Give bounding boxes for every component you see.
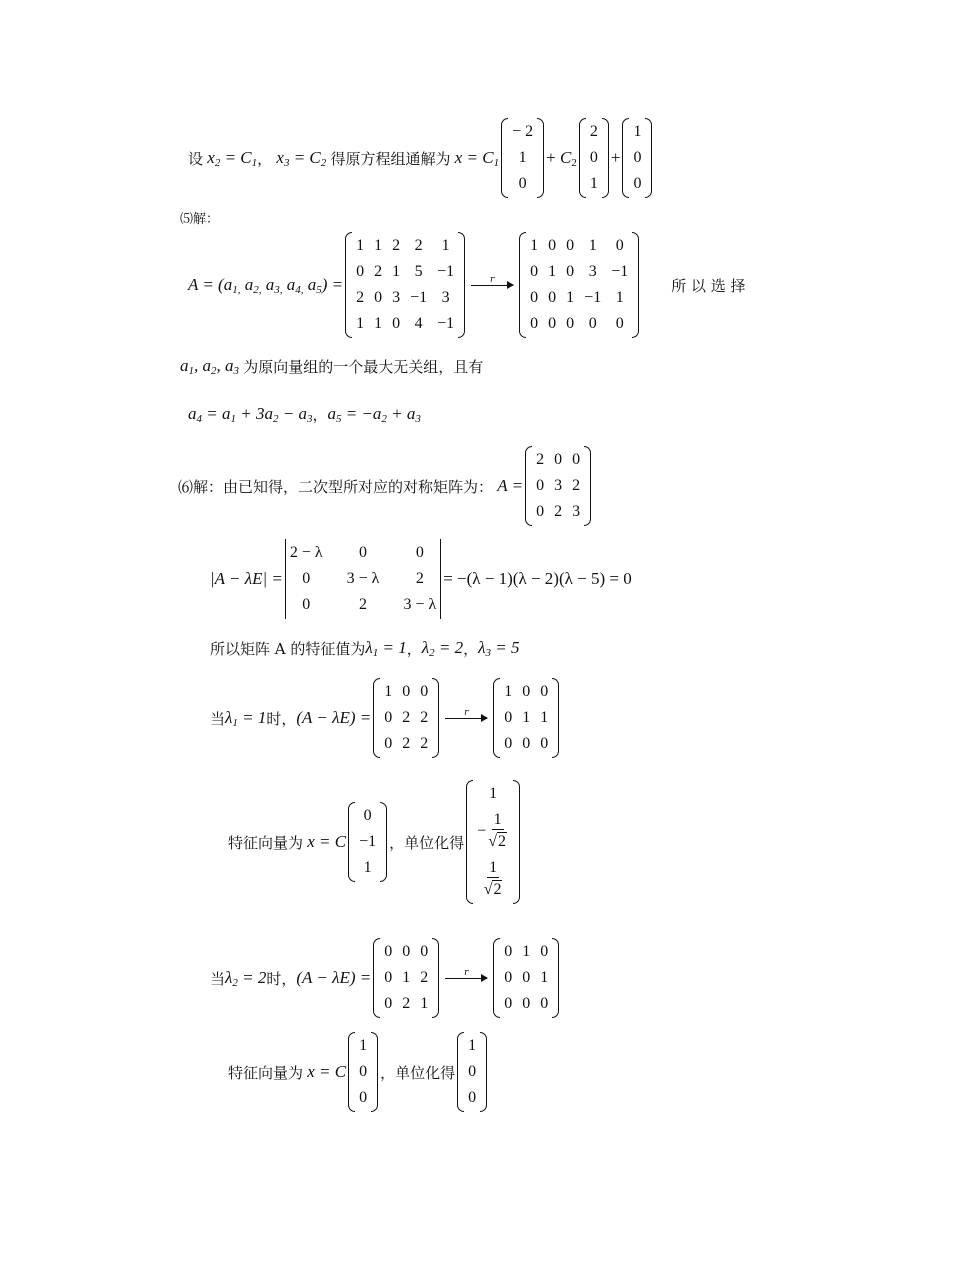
matrix-cell: 0	[530, 315, 539, 332]
matrix-cell: 2	[402, 709, 411, 726]
matrix-cell: 2	[572, 477, 581, 494]
matrix-cell: 0	[589, 149, 598, 166]
row-reduce-arrow-1: r	[445, 708, 487, 729]
matrix-cell: 2	[420, 709, 429, 726]
matrix-cell: 1	[530, 237, 539, 254]
matrix-A	[345, 232, 465, 338]
matrix-cell: 0	[588, 315, 597, 332]
matrix-cell: 0	[468, 1063, 477, 1080]
matrix-cell: 0	[540, 943, 549, 960]
problem-6-label: ⑹解：由已知得，二次型所对应的对称矩阵为：	[178, 477, 494, 496]
comma: ，	[257, 149, 273, 168]
matrix-cell: 2	[356, 289, 365, 306]
matrix-cell: 0	[536, 477, 545, 494]
matrix-cell: 0	[548, 237, 557, 254]
matrix-cell: 1	[615, 289, 624, 306]
matrix-cell: 0	[522, 995, 531, 1012]
characteristic-determinant: |A − λE| = 2 − λ 0 0 0 3 − λ 2 0 2 3 − λ = −(λ − 1)(λ − 2)(λ − 5) = 0	[210, 539, 632, 619]
matrix-cell: 0	[384, 943, 393, 960]
eigenvector-2	[348, 1032, 378, 1112]
unit-eigenvector-2	[457, 1032, 487, 1112]
matrix-cell: 0	[633, 175, 642, 192]
matrix-cell: 1	[374, 237, 383, 254]
matrix-cell: 0	[522, 735, 531, 752]
independent-text: 为原向量组的一个最大无关组，且有	[243, 358, 484, 376]
eq-x: $x = C_1$	[450, 147, 500, 169]
eq-A: $A = (a_{1,}$ $a_{2,}$ $a_{3,}$ $a_{4,}$ $a_5$) =	[188, 274, 344, 296]
matrix-cell: 2	[589, 123, 598, 140]
matrix-cell: 0	[415, 544, 424, 561]
matrix-cell: 2	[392, 237, 401, 254]
matrix-cell: 2	[402, 735, 411, 752]
matrix-cell: 0	[356, 263, 365, 280]
problem-5-label: ⑸解：	[180, 212, 220, 227]
matrix-cell: 1	[402, 969, 411, 986]
problem-6-line: ⑹解：由已知得，二次型所对应的对称矩阵为： A = 2 0 0 0 3 2 0 2 3	[178, 446, 593, 526]
matrix-cell: 0	[554, 451, 563, 468]
matrix-cell: 0	[504, 709, 513, 726]
matrix-cell: 0	[359, 1089, 368, 1106]
matrix-cell: 2	[554, 503, 563, 520]
matrix-cell: 2	[402, 995, 411, 1012]
matrix-cell: 0	[384, 709, 393, 726]
matrix-cell: −1	[359, 833, 377, 850]
matrix-cell: −1	[611, 263, 629, 280]
linear-combination-line: $a_4 = a_1 + 3a_2 - a_3$ ， $a_5 = -a_2 + a_3$	[188, 404, 421, 425]
matrix-cell: 2	[374, 263, 383, 280]
matrix-cell: 0	[518, 175, 527, 192]
matrix-cell: 1	[374, 315, 383, 332]
matrix-cell: 0	[536, 503, 545, 520]
matrix-cell: 2	[359, 596, 368, 613]
matrix-cell: 1	[441, 237, 450, 254]
determinant	[285, 539, 441, 619]
matrix-cell: 1	[588, 237, 597, 254]
matrix-cell: 0	[530, 263, 539, 280]
eigenvector-1	[348, 802, 387, 882]
matrix-r1	[493, 678, 559, 758]
matrix-cell: 0	[615, 315, 624, 332]
matrix-A-reduced	[519, 232, 639, 338]
matrix-cell: 1	[522, 943, 531, 960]
matrix-cell: 0	[504, 735, 513, 752]
matrix-cell: 0	[572, 451, 581, 468]
matrix-cell: 3	[588, 263, 597, 280]
matrix-cell: 3	[441, 289, 450, 306]
matrix-cell: 1	[548, 263, 557, 280]
matrix-cell: 3 − λ	[403, 596, 437, 613]
matrix-cell: 0	[384, 995, 393, 1012]
matrix-cell: −1	[584, 289, 602, 306]
matrix-cell: 1	[633, 123, 642, 140]
matrix-cell: 0	[384, 735, 393, 752]
matrix-cell: 0	[504, 969, 513, 986]
matrix-cell: 0	[302, 570, 311, 587]
matrix-cell: 3	[554, 477, 563, 494]
matrix-cell: − 2	[512, 123, 534, 140]
matrix-cell: 0	[359, 1063, 368, 1080]
matrix-cell: 0	[504, 943, 513, 960]
matrix-cell: 0	[522, 969, 531, 986]
eigenvalues-line: 所以矩阵 A 的特征值为 $\lambda_1 = 1$ ， $\lambda_2 = 2$ ， $\lambda_3 = 5$	[210, 638, 520, 659]
matrix-cell: 1	[356, 315, 365, 332]
matrix-cell: 3	[392, 289, 401, 306]
matrix-cell: −1	[410, 289, 428, 306]
matrix-c1	[373, 678, 439, 758]
eigenvalue-text: 所以矩阵 A 的特征值为	[210, 640, 366, 658]
matrix-cell: 1	[392, 263, 401, 280]
unit-eigenvector-1: 1 − $\frac{1}{√2}$ $\frac{1}{√2}$	[466, 780, 520, 904]
matrix-cell: 5	[414, 263, 423, 280]
matrix-cell: 0	[402, 683, 411, 700]
matrix-cell: 2	[536, 451, 545, 468]
matrix-cell: 0	[420, 943, 429, 960]
matrix-cell: 0	[392, 315, 401, 332]
matrix-cell: 1	[384, 683, 393, 700]
matrix-cell: 1	[468, 1037, 477, 1054]
matrix-cell: 1	[518, 149, 527, 166]
matrix-r2	[493, 938, 559, 1018]
matrix-cell: 1	[504, 683, 513, 700]
matrix-cell: 1	[359, 1037, 368, 1054]
matrix-cell: 0	[540, 735, 549, 752]
matrix-cell: 0	[633, 149, 642, 166]
matrix-cell: 2	[420, 735, 429, 752]
vector-1	[501, 118, 544, 198]
general-solution-line: 设 $x_2 = C_1$ ， $x_3 = C_2$ 得原方程组通解为 $x = C_1$ − 2 1 0 + $C_2$ 2 0 1 + 1 0 0	[188, 118, 654, 198]
vector-2	[579, 118, 609, 198]
matrix-cell: 0	[522, 683, 531, 700]
matrix-cell: 0	[566, 315, 575, 332]
matrix-cell: 1	[566, 289, 575, 306]
eigenvector-2-line: 特征向量为 x = C 1 0 0 ，单位化得 1 0 0	[228, 1032, 489, 1112]
matrix-cell: 0	[359, 544, 368, 561]
matrix-cell: 2	[414, 237, 423, 254]
matrix-cell: 0	[402, 943, 411, 960]
tail-text: 所 以 选 择	[671, 276, 746, 295]
case-lambda2: 当 $\lambda_2 = 2$ 时， (A − λE) = 0 0 0 0 1 2 0 2 1 r 0 1 0 0 0 1 0 0 0	[210, 938, 561, 1018]
solution-text: 得原方程组通解为	[330, 149, 451, 168]
problem-5-matrix-line	[188, 232, 746, 338]
matrix-cell: 0	[548, 289, 557, 306]
matrix-cell: 1	[540, 969, 549, 986]
matrix-cell: 0	[566, 263, 575, 280]
matrix-cell: 3	[572, 503, 581, 520]
eq-x3: $x_3 = C_2$	[272, 147, 327, 169]
max-independent-line: $a_1$, $a_2$, $a_3$ 为原向量组的一个最大无关组，且有	[180, 356, 484, 377]
det-result: = −(λ − 1)(λ − 2)(λ − 5) = 0	[443, 569, 632, 588]
symmetric-matrix	[525, 446, 591, 526]
matrix-cell: 1	[356, 237, 365, 254]
matrix-cell: 2 − λ	[289, 544, 323, 561]
matrix-cell: 0	[548, 315, 557, 332]
matrix-cell: 0	[504, 995, 513, 1012]
row-reduce-arrow: r	[471, 275, 513, 296]
matrix-cell: 0	[530, 289, 539, 306]
matrix-cell: −1	[437, 315, 455, 332]
matrix-cell: 1	[589, 175, 598, 192]
matrix-cell: 0	[566, 237, 575, 254]
matrix-cell: 4	[414, 315, 423, 332]
matrix-cell: 0	[302, 596, 311, 613]
matrix-cell: 0	[540, 683, 549, 700]
matrix-c2	[373, 938, 439, 1018]
matrix-cell: 0	[420, 683, 429, 700]
matrix-cell: 0	[374, 289, 383, 306]
matrix-cell: 0	[615, 237, 624, 254]
matrix-cell: 0	[363, 807, 372, 824]
matrix-cell: 1	[540, 709, 549, 726]
matrix-cell: 0	[540, 995, 549, 1012]
eq-x2: $x_2 = C_1$	[203, 147, 258, 169]
matrix-cell: 1	[420, 995, 429, 1012]
vector-3	[622, 118, 652, 198]
row-reduce-arrow-2: r	[445, 968, 487, 989]
eigenvector-1-line: 特征向量为 x = C 0 −1 1 ，单位化得 1 − $\frac{1}{√2}$ $\frac{1}{√2}$	[228, 780, 522, 904]
matrix-cell: 0	[384, 969, 393, 986]
matrix-cell: 2	[415, 570, 424, 587]
matrix-cell: 0	[468, 1089, 477, 1106]
matrix-cell: 2	[420, 969, 429, 986]
case-lambda1: 当 $\lambda_1 = 1$ 时， (A − λE) = 1 0 0 0 2 2 0 2 2 r 1 0 0 0 1 1 0 0 0	[210, 678, 561, 758]
matrix-cell: 1	[363, 859, 372, 876]
matrix-cell: 1	[522, 709, 531, 726]
matrix-cell: 3 − λ	[346, 570, 380, 587]
matrix-cell: −1	[437, 263, 455, 280]
text-she: 设	[188, 149, 204, 168]
